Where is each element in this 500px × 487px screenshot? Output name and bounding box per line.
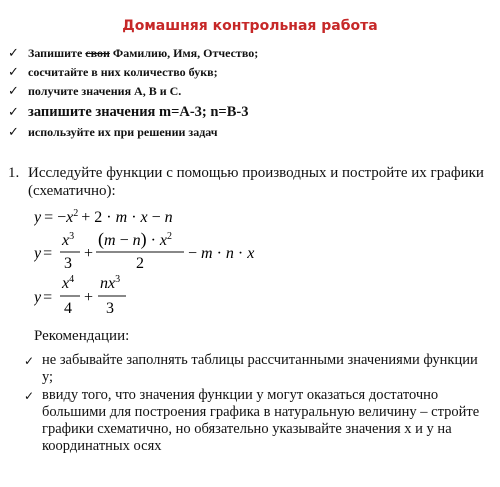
checkmark-icon: ✓ [8, 125, 19, 140]
svg-text:x4: $x^4$ [62, 274, 75, 292]
struck-word: свои [85, 46, 110, 60]
svg-text:y=: y = [34, 289, 53, 306]
task-text: Запишите свои Фамилию, Имя, Отчество; [28, 46, 259, 60]
task-item [8, 82, 488, 101]
svg-text:y= −x2+ 2 · m · x − n: $y = -x^2 + 2 \cdot m \cdot x - n$ [34, 208, 173, 226]
task-item [8, 44, 488, 63]
question-1 [8, 164, 488, 200]
task-item [8, 63, 488, 82]
question-number: 1. [8, 165, 20, 181]
question-text: Исследуйте функции с помощью производных и постройте их графики (схематично): [28, 165, 484, 199]
recommendation-text: ввиду того, что значения функции у могут оказаться достаточно большими для построения графика в натуральную величину – стройте графики схематично, но обязательно указывайте значения х и у на координатных осях [42, 387, 480, 454]
task-item [8, 123, 488, 142]
list-item [24, 352, 490, 386]
svg-text:x3: $x^3$ [62, 231, 75, 249]
svg-text:3: 3 [64, 255, 72, 272]
formula-3 [34, 274, 126, 317]
svg-text:(m − n) · x2: $(m - n) \cdot x^2$ [98, 229, 173, 249]
task-text: используйте их при решении задач [28, 125, 218, 139]
svg-text:+: + [84, 245, 94, 262]
task-item [8, 101, 488, 123]
svg-text:nx3: $nx^3$ [100, 274, 121, 292]
svg-text:+: + [84, 289, 94, 306]
recommendation-text: не забывайте заполнять таблицы рассчитанными значениями функции у; [42, 352, 478, 385]
task-text: запишите значения m=A-3; n=B-3 [28, 103, 249, 120]
svg-text:2: 2 [136, 255, 144, 272]
document-title: Домашняя контрольная работа [122, 18, 378, 34]
checkmark-icon: ✓ [8, 65, 19, 80]
checkmark-icon: ✓ [8, 84, 19, 99]
task-text: получите значения А, В и С. [28, 84, 182, 98]
formula-1 [34, 208, 173, 226]
checkmark-icon: ✓ [8, 104, 19, 120]
task-text: сосчитайте в них количество букв; [28, 65, 218, 79]
formulas-svg [34, 208, 364, 323]
list-item [24, 387, 490, 455]
svg-text:y=: y = [34, 245, 53, 262]
checkmark-icon: ✓ [8, 46, 19, 61]
formula-block [34, 208, 364, 323]
svg-text:4: 4 [64, 300, 72, 317]
formula-2 [34, 229, 254, 272]
svg-text:3: 3 [106, 300, 114, 317]
svg-text:− m · n · x: − m · n · x [188, 245, 255, 262]
task-list [8, 44, 488, 142]
checkmark-icon: ✓ [24, 354, 35, 368]
checkmark-icon: ✓ [24, 389, 35, 403]
recommendations-heading: Рекомендации: [34, 328, 130, 344]
recommendations-list [24, 352, 490, 456]
